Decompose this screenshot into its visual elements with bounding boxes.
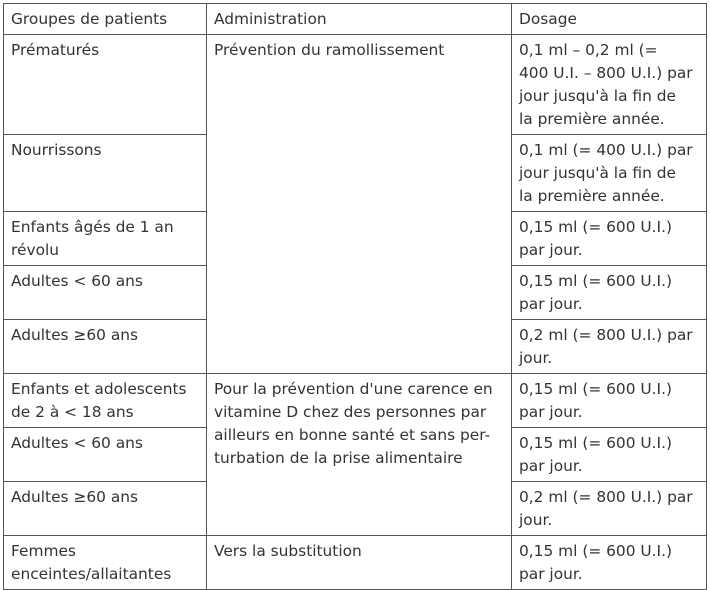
dosage-cell: 0,15 ml (= 600 U.I.) par jour. (512, 374, 707, 428)
table-header-row (4, 4, 707, 35)
header-patient-group: Groupes de patients (4, 4, 207, 35)
dosage-cell: 0,1 ml – 0,2 ml (= 400 U.I. – 800 U.I.) par jour jusqu'à la fin de la première année. (512, 35, 707, 135)
header-administration: Administration (207, 4, 512, 35)
dosage-cell: 0,2 ml (= 800 U.I.) par jour. (512, 320, 707, 374)
dosage-cell: 0,2 ml (= 800 U.I.) par jour. (512, 482, 707, 536)
patient-group-cell: Enfants et adolescents de 2 à < 18 ans (4, 374, 207, 428)
dosage-cell: 0,1 ml (= 400 U.I.) par jour jusqu'à la fin de la première année. (512, 135, 707, 212)
patient-group-cell: Nourrissons (4, 135, 207, 212)
table-row (4, 374, 707, 428)
dosage-table (3, 3, 707, 590)
table-row (4, 536, 707, 590)
header-dosage: Dosage (512, 4, 707, 35)
administration-cell: Pour la prévention d'une carence en vitamine D chez des personnes par ailleurs en bonne santé et sans per- turbation de la prise alimentaire (207, 374, 512, 536)
patient-group-cell: Adultes < 60 ans (4, 428, 207, 482)
dosage-cell: 0,15 ml (= 600 U.I.) par jour. (512, 266, 707, 320)
patient-group-cell: Adultes ≥60 ans (4, 320, 207, 374)
patient-group-cell: Femmes enceintes/allaitantes (4, 536, 207, 590)
administration-cell: Vers la substitution (207, 536, 512, 590)
patient-group-cell: Prématurés (4, 35, 207, 135)
patient-group-cell: Adultes ≥60 ans (4, 482, 207, 536)
table-row (4, 35, 707, 135)
dosage-cell: 0,15 ml (= 600 U.I.) par jour. (512, 536, 707, 590)
dosage-cell: 0,15 ml (= 600 U.I.) par jour. (512, 212, 707, 266)
patient-group-cell: Adultes < 60 ans (4, 266, 207, 320)
patient-group-cell: Enfants âgés de 1 an révolu (4, 212, 207, 266)
dosage-cell: 0,15 ml (= 600 U.I.) par jour. (512, 428, 707, 482)
administration-cell: Prévention du ramollissement (207, 35, 512, 374)
